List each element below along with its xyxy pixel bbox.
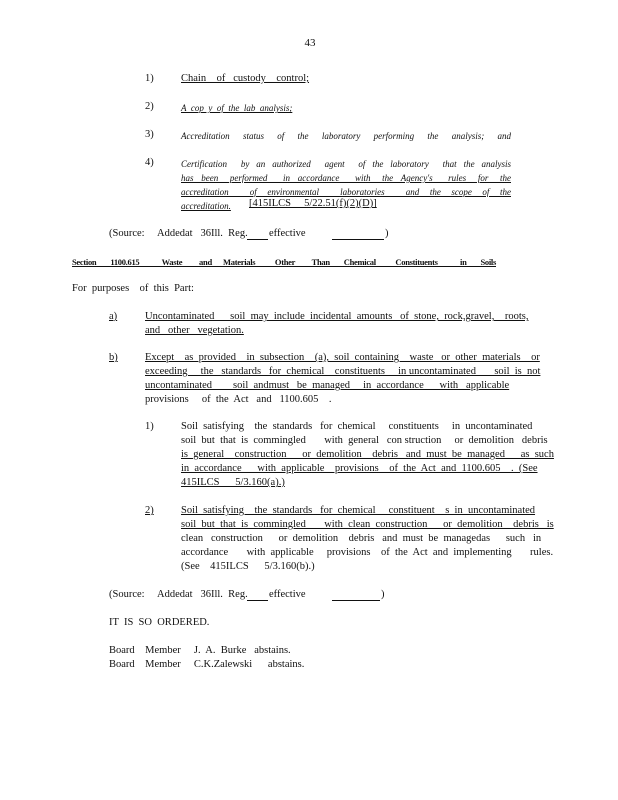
list-item-4-number: 4) — [145, 157, 154, 168]
source-note-text: Addedat 36Ill. Reg. — [157, 589, 248, 600]
subitem-1-line: is general construction or demolition debris and must be managed as such — [181, 449, 554, 460]
intro-text: For purposes of this Part: — [72, 283, 194, 294]
subitem-1-number: 1) — [145, 421, 154, 432]
list-item-2-text: A cop y of the lab analysis; — [181, 103, 293, 113]
source-note-text: Addedat 36Ill. Reg. — [157, 228, 248, 239]
source-note-blank — [332, 239, 384, 240]
subitem-1-line: soil but that is commingled with general con struction or demolition debris — [181, 435, 548, 446]
para-b-line: exceeding the standards for chemical constituents in uncontaminated soil is not — [145, 366, 541, 377]
source-note-label: (Source: — [109, 228, 145, 239]
list-item-1-number: 1) — [145, 73, 154, 84]
list-item-2-number: 2) — [145, 101, 154, 112]
source-note-close: ) — [385, 228, 389, 239]
source-note-close: ) — [381, 589, 385, 600]
list-item-4-line: has been performed in accordance with the Agency's rules for the — [181, 173, 511, 183]
para-a-line: and other vegetation. — [145, 325, 244, 336]
board-member-line: Board Member J. A. Burke abstains. — [109, 645, 291, 656]
para-b-marker: b) — [109, 352, 118, 363]
list-item-4-line: accreditation of environmental laboratories and the scope of the — [181, 187, 511, 197]
subitem-2-number: 2) — [145, 505, 154, 516]
source-note-effective: effective — [269, 589, 306, 600]
list-item-3-number: 3) — [145, 129, 154, 140]
source-note-label: (Source: — [109, 589, 145, 600]
board-member-line: Board Member C.K.Zalewski abstains. — [109, 659, 305, 670]
source-note-blank — [332, 600, 380, 601]
subitem-2-line: (See 415ILCS 5/3.160(b).) — [181, 561, 315, 572]
para-b-line: Except as provided in subsection (a), soil containing waste or other materials or — [145, 352, 540, 363]
subitem-2-line: clean construction or demolition debris and must be managedas such in — [181, 533, 542, 544]
para-b-line: uncontaminated soil andmust be managed in accordance with applicable — [145, 380, 510, 391]
source-note-blank — [247, 239, 268, 240]
subitem-1-line: 415ILCS 5/3.160(a).) — [181, 477, 285, 488]
subitem-2-line: Soil satisfying the standards for chemical constituent s in uncontaminated — [181, 505, 536, 516]
source-note-effective: effective — [269, 228, 306, 239]
ordered-text: IT IS SO ORDERED. — [109, 617, 210, 628]
subitem-1-line: Soil satisfying the standards for chemical constituents in uncontaminated — [181, 421, 533, 432]
list-item-4-line: accreditation. — [181, 201, 231, 211]
list-item-1-text: Chain of custody control; — [181, 73, 310, 84]
para-a-line: Uncontaminated soil may include incidental amounts of stone, rock,gravel, roots, — [145, 311, 529, 322]
subitem-2-line: accordance with applicable provisions of the Act and implementing rules. — [181, 547, 554, 558]
para-b-line: provisions of the Act and 1100.605 . — [145, 394, 332, 405]
page-number: 43 — [304, 37, 316, 49]
list-item-4-line: Certification by an authorized agent of the laboratory that the analysis — [181, 159, 511, 169]
section-heading: Section 1100.615 Waste and Materials Other Than Chemical Constituents in Soils — [72, 257, 496, 267]
list-item-3-text: Accreditation status of the laboratory performing the analysis; and — [181, 131, 511, 141]
list-item-4-citation: [415ILCS 5/22.51(f)(2)(D)] — [249, 198, 377, 209]
source-note-blank — [247, 600, 268, 601]
para-a-marker: a) — [109, 311, 118, 322]
subitem-2-line: soil but that is commingled with clean construction or demolition debris is — [181, 519, 554, 530]
subitem-1-line: in accordance with applicable provisions of the Act and 1100.605 . (See — [181, 463, 538, 474]
